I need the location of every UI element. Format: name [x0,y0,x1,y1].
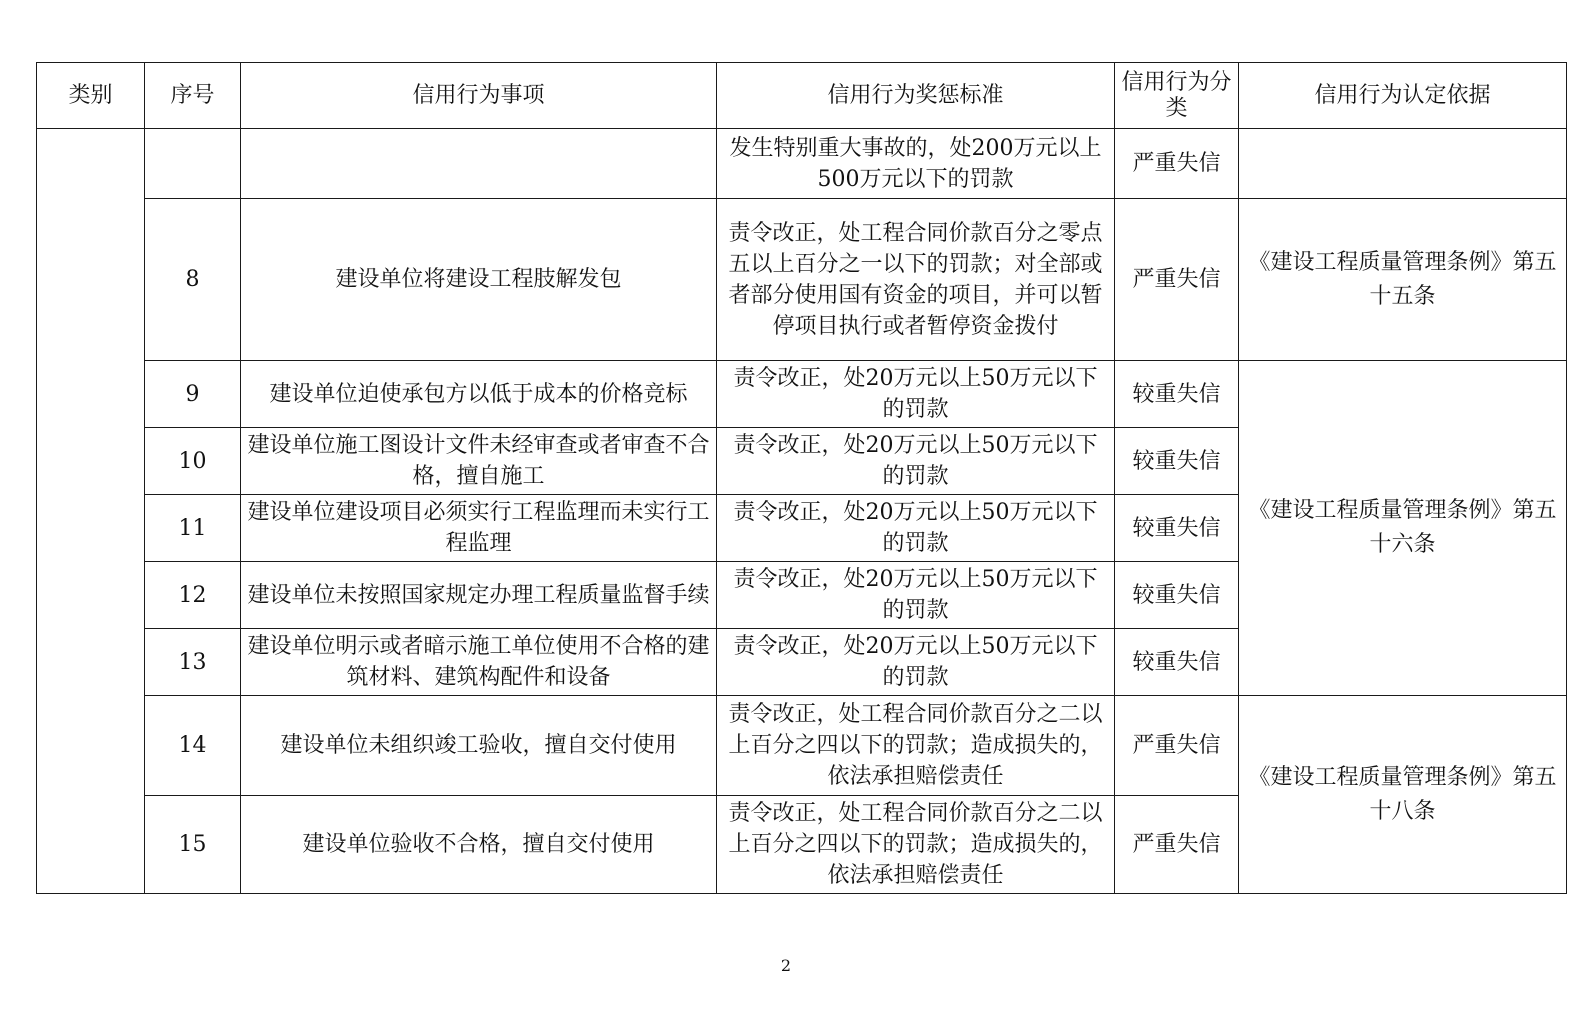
row-number: 14 [145,696,241,796]
header-number: 序号 [145,63,241,129]
row-classification: 严重失信 [1115,199,1239,361]
row-matter: 建设单位将建设工程肢解发包 [241,199,717,361]
row-matter: 建设单位未按照国家规定办理工程质量监督手续 [241,562,717,629]
row-standard: 发生特别重大事故的，处200万元以上500万元以下的罚款 [717,129,1115,199]
category-cell [37,129,145,894]
row-standard: 责令改正，处工程合同价款百分之零点五以上百分之一以下的罚款；对全部或者部分使用国有资金的项目，并可以暂停项目执行或者暂停资金拨付 [717,199,1115,361]
row-classification: 较重失信 [1115,629,1239,696]
row-classification: 严重失信 [1115,696,1239,796]
table-header-row [37,63,1567,129]
row-classification: 较重失信 [1115,495,1239,562]
row-basis: 《建设工程质量管理条例》第五十八条 [1239,696,1567,894]
table-row [37,199,1567,361]
page-number: 2 [780,956,792,975]
row-matter [241,129,717,199]
row-number: 9 [145,361,241,428]
row-number: 10 [145,428,241,495]
header-standard: 信用行为奖惩标准 [717,63,1115,129]
row-basis: 《建设工程质量管理条例》第五十五条 [1239,199,1567,361]
row-number: 13 [145,629,241,696]
row-standard: 责令改正，处20万元以上50万元以下的罚款 [717,629,1115,696]
table-row [37,361,1567,428]
row-classification: 较重失信 [1115,361,1239,428]
table-row [37,129,1567,199]
header-category: 类别 [37,63,145,129]
row-standard: 责令改正，处20万元以上50万元以下的罚款 [717,495,1115,562]
row-matter: 建设单位明示或者暗示施工单位使用不合格的建筑材料、建筑构配件和设备 [241,629,717,696]
row-standard: 责令改正，处20万元以上50万元以下的罚款 [717,428,1115,495]
row-matter: 建设单位建设项目必须实行工程监理而未实行工程监理 [241,495,717,562]
table-row [37,696,1567,796]
row-number [145,129,241,199]
row-classification: 严重失信 [1115,129,1239,199]
row-standard: 责令改正，处20万元以上50万元以下的罚款 [717,562,1115,629]
row-classification: 较重失信 [1115,428,1239,495]
row-matter: 建设单位验收不合格，擅自交付使用 [241,796,717,894]
header-matter: 信用行为事项 [241,63,717,129]
row-matter: 建设单位迫使承包方以低于成本的价格竞标 [241,361,717,428]
row-number: 15 [145,796,241,894]
row-matter: 建设单位未组织竣工验收，擅自交付使用 [241,696,717,796]
credit-behavior-table [36,62,1567,894]
row-number: 11 [145,495,241,562]
header-basis: 信用行为认定依据 [1239,63,1567,129]
row-classification: 严重失信 [1115,796,1239,894]
row-matter: 建设单位施工图设计文件未经审查或者审查不合格，擅自施工 [241,428,717,495]
row-basis: 《建设工程质量管理条例》第五十六条 [1239,361,1567,696]
row-standard: 责令改正，处工程合同价款百分之二以上百分之四以下的罚款；造成损失的，依法承担赔偿责任 [717,696,1115,796]
row-standard: 责令改正，处工程合同价款百分之二以上百分之四以下的罚款；造成损失的，依法承担赔偿责任 [717,796,1115,894]
row-number: 12 [145,562,241,629]
row-classification: 较重失信 [1115,562,1239,629]
row-standard: 责令改正，处20万元以上50万元以下的罚款 [717,361,1115,428]
row-basis [1239,129,1567,199]
header-classification: 信用行为分类 [1115,63,1239,129]
row-number: 8 [145,199,241,361]
